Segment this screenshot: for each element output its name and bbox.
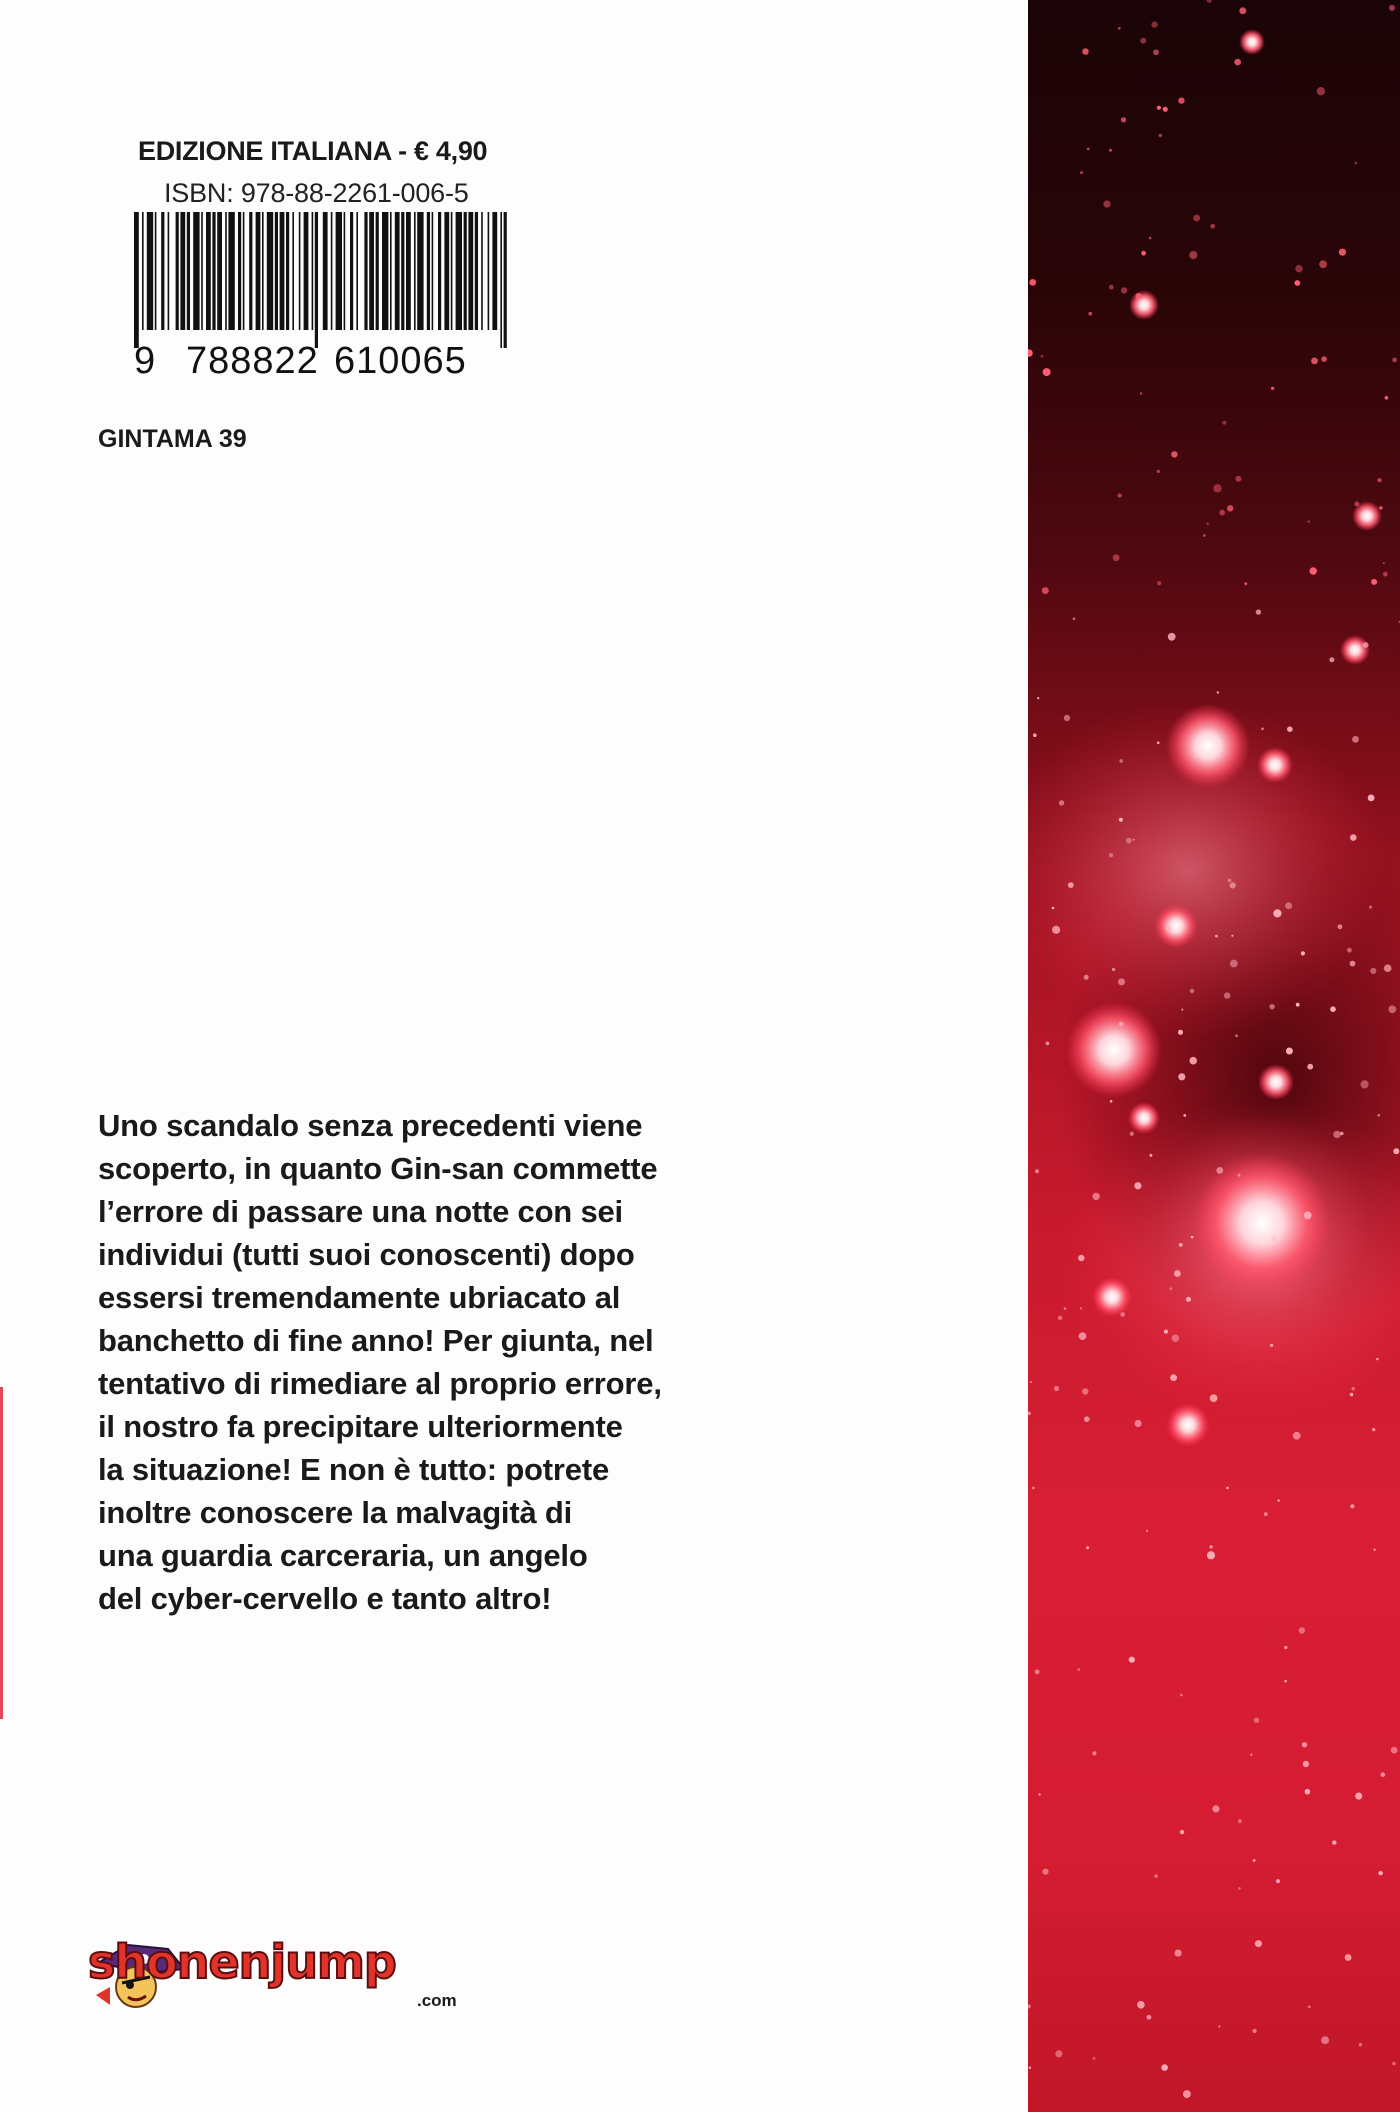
synopsis-line: essersi tremendamente ubriacato al xyxy=(98,1280,621,1315)
volume-title: GINTAMA 39 xyxy=(98,425,247,453)
publisher-wordmark: shonenjump xyxy=(88,1935,396,1989)
synopsis-line: la situazione! E non è tutto: potrete xyxy=(98,1452,609,1487)
synopsis-line: una guardia carceraria, un angelo xyxy=(98,1538,588,1573)
synopsis-line: tentativo di rimediare al proprio errore, xyxy=(98,1366,662,1401)
barcode-left-digits: 788822 xyxy=(186,340,319,382)
synopsis-line: scoperto, in quanto Gin-san commette xyxy=(98,1151,658,1186)
price-edition-label: EDIZIONE ITALIANA - € 4,90 xyxy=(138,136,488,166)
edge-tick xyxy=(0,1387,3,1719)
synopsis-line: banchetto di fine anno! Per giunta, nel xyxy=(98,1323,654,1358)
barcode-right-digits: 610065 xyxy=(334,340,467,382)
synopsis-line: del cyber-cervello e tanto altro! xyxy=(98,1581,552,1616)
space-starfield xyxy=(1028,0,1400,2112)
synopsis xyxy=(98,1104,758,1620)
synopsis-line: l’errore di passare una notte con sei xyxy=(98,1194,623,1229)
synopsis-line: il nostro fa precipitare ulteriormente xyxy=(98,1409,623,1444)
red-space-panel xyxy=(1028,0,1400,2112)
barcode-first-digit: 9 xyxy=(134,340,157,382)
synopsis-line: individui (tutti suoi conoscenti) dopo xyxy=(98,1237,635,1272)
synopsis-line: inoltre conoscere la malvagità di xyxy=(98,1495,573,1530)
isbn-barcode xyxy=(130,212,512,352)
publisher-wordmark-suffix: .com xyxy=(417,1991,457,2010)
synopsis-line: Uno scandalo senza precedenti viene xyxy=(98,1108,643,1143)
isbn-label: ISBN: 978-88-2261-006-5 xyxy=(164,178,469,208)
